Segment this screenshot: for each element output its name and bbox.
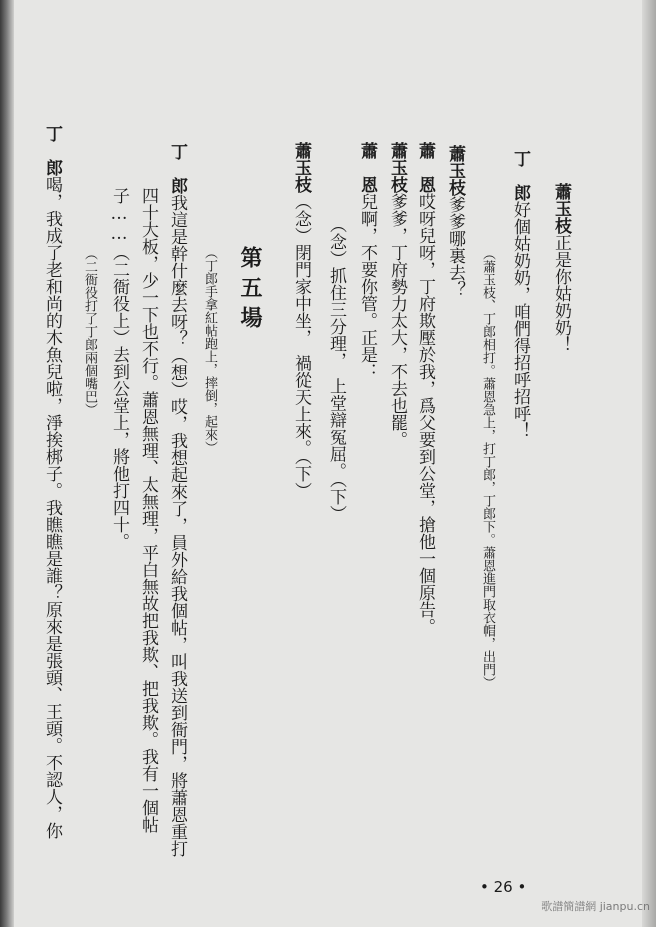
dialogue-text: 哎呀兒呀，丁府欺壓於我，爲父要到公堂，搶他一個原告。 <box>415 193 435 635</box>
dialogue-text: 爹爹，丁府勢力太大，不去也罷。 <box>387 193 407 448</box>
column-7 <box>356 142 378 380</box>
column-11-stage-direction <box>200 246 218 454</box>
speaker-label: 蕭 恩 <box>357 142 377 193</box>
column-4 <box>444 145 466 298</box>
speaker-label: 蕭玉枝 <box>387 142 407 193</box>
column-12 <box>166 143 188 857</box>
stage-direction: （蕭玉枝、丁郎相打。蕭恩急上，打丁郎，丁郎下。蕭恩進門取衣帽，出門） <box>480 247 495 689</box>
verse-text: （念）抓住三分理， 上堂辯冤屈。（下） <box>326 216 346 522</box>
page-edge <box>642 0 656 927</box>
speaker-label: 蕭玉枝 <box>445 145 465 196</box>
column-13 <box>137 187 159 833</box>
dialogue-text: 四十大板，少一下也不行。蕭恩無理、太無理，平白無故把我欺、把我欺。我有一個帖 <box>138 187 158 833</box>
speaker-label: 丁 郎 <box>167 143 187 194</box>
speaker-label: 丁 郎 <box>510 150 530 201</box>
scene-heading: 第五場 <box>237 246 263 336</box>
column-5 <box>414 142 436 635</box>
dialogue-text: 爹爹哪裏去？ <box>445 196 465 298</box>
column-1 <box>550 183 572 353</box>
dialogue-text: 好個姑奶奶，咱們得招呼招呼！ <box>510 201 530 439</box>
stage-direction: （二衙役打了丁郎兩個嘴巴） <box>82 247 97 416</box>
speaker-label: 蕭玉枝 <box>291 142 311 193</box>
column-6 <box>386 142 408 448</box>
speaker-label: 蕭玉枝 <box>551 183 571 234</box>
column-8 <box>325 216 347 522</box>
dialogue-text: 兒啊，不要你管。正是： <box>357 193 377 380</box>
scene-title <box>237 246 263 336</box>
watermark: 歌譜簡譜網 jianpu.cn <box>541 900 650 913</box>
dialogue-text: 正是你姑奶奶！ <box>551 234 571 353</box>
column-16 <box>41 125 63 839</box>
column-14 <box>108 187 130 550</box>
dialogue-text: 子……（二衙役上）去到公堂上，將他打四十。 <box>109 187 129 550</box>
speaker-label: 蕭 恩 <box>415 142 435 193</box>
page-number: • 26 • <box>480 878 527 896</box>
dialogue-text: 我這是幹什麼去呀？（想）哎，我想起來了，員外給我個帖，叫我送到衙門，將蕭恩重打 <box>167 194 187 857</box>
dialogue-text: 喝，我成了老和尚的木魚兒啦，淨挨梆子。我瞧瞧是誰？原來是張頭、王頭。不認人，你 <box>42 176 62 839</box>
speaker-label: 丁 郎 <box>42 125 62 176</box>
verse-text: （念）閉門家中坐， 禍從天上來。（下） <box>291 193 311 499</box>
column-3-stage-direction <box>478 247 496 689</box>
book-binding <box>0 0 14 927</box>
column-2 <box>509 150 531 439</box>
column-9 <box>290 142 312 499</box>
column-15-stage-direction <box>80 247 98 416</box>
stage-direction: （丁郎手拿紅帖跑上，摔倒，起來） <box>202 246 217 454</box>
